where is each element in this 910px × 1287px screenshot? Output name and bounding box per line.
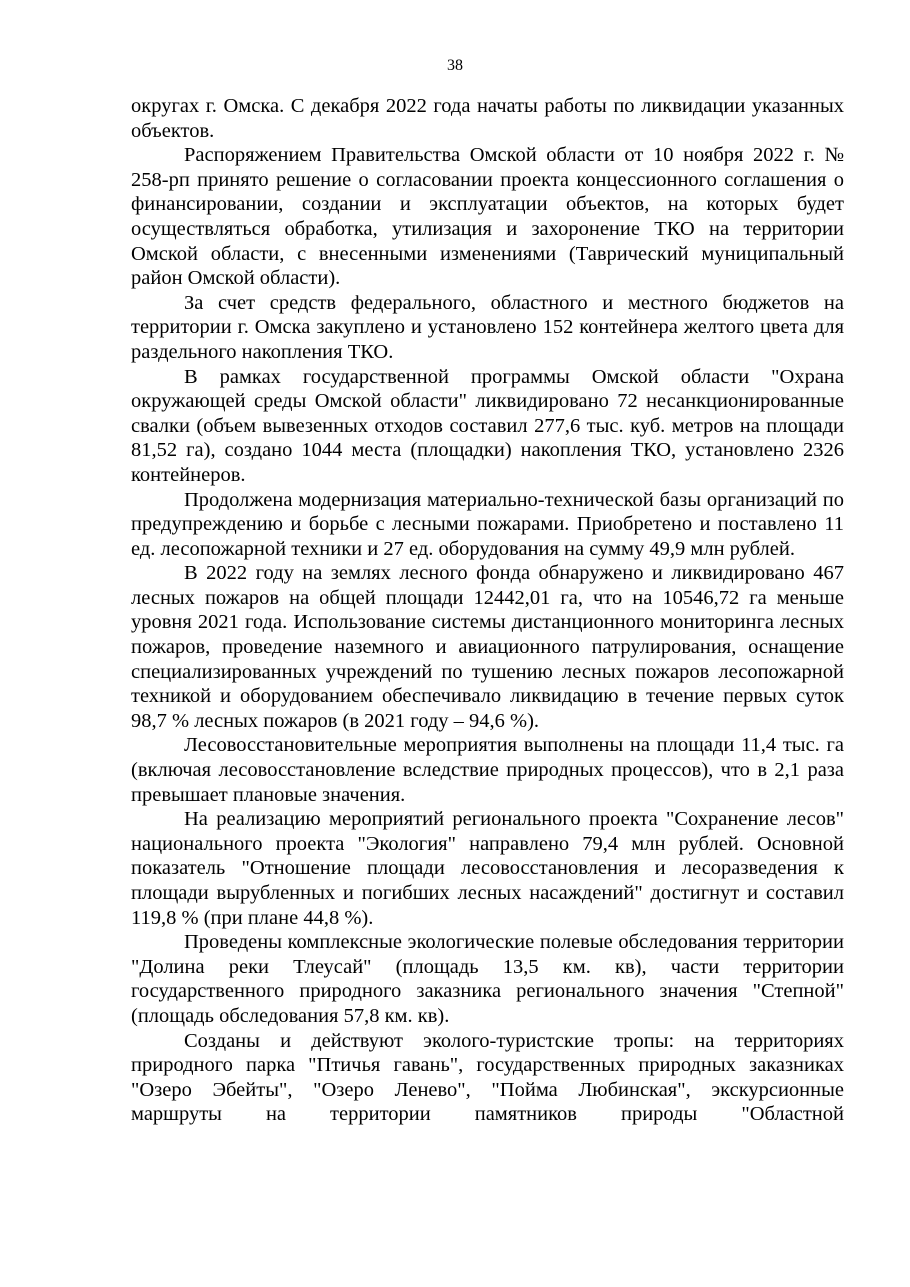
paragraph: Распоряжением Правительства Омской области от 10 ноября 2022 г. № 258-рп принято решение о согласовании проекта концессионного соглашения о финансировании, создании и эксплуатации объектов, на которых будет осуществляться обработка, утилизация и захоронение ТКО на территории Омской области, с внесенными изменениями (Таврический муниципальный район Омской области). [131, 144, 844, 290]
paragraph: Продолжена модернизация материально-технической базы организаций по предупреждению и борьбе с лесными пожарами. Приобретено и поставлено 11 ед. лесопожарной техники и 27 ед. оборудования на сумму 49,9 млн рублей. [131, 488, 844, 560]
paragraph: На реализацию мероприятий регионального проекта "Сохранение лесов" национального проекта "Экология" направлено 79,4 млн рублей. Основной показатель "Отношение площади лесовосстановления и лесоразведения к площади вырубленных и погибших лесных насаждений" достигнут и составил 119,8 % (при плане 44,8 %). [131, 808, 844, 929]
paragraph: За счет средств федерального, областного и местного бюджетов на территории г. Омска закуплено и установлено 152 контейнера желтого цвета для раздельного накопления ТКО. [131, 291, 844, 363]
paragraph-continued: округах г. Омска. С декабря 2022 года начаты работы по ликвидации указанных объектов. [131, 95, 844, 142]
paragraph: Лесовосстановительные мероприятия выполнены на площади 11,4 тыс. га (включая лесовосстановление вследствие природных процессов), что в 2,1 раза превышает плановые значения. [131, 734, 844, 806]
paragraph: Проведены комплексные экологические полевые обследования территории "Долина реки Тлеусай" (площадь 13,5 км. кв), части территории государственного природного заказника регионального значения "Степной" (площадь обследования 57,8 км. кв). [131, 931, 844, 1027]
document-body [131, 94, 844, 1127]
paragraph: В рамках государственной программы Омской области "Охрана окружающей среды Омской области" ликвидировано 72 несанкционированные свалки (объем вывезенных отходов составил 277,6 тыс. куб. метров на площади 81,52 га), создано 1044 места (площадки) накопления ТКО, установлено 2326 контейнеров. [131, 365, 844, 486]
paragraph-continues-next-page: Созданы и действуют эколого-туристские тропы: на территориях природного парка "Птичья гавань", государственных природных заказниках "Озеро Эбейты", "Озеро Ленево", "Пойма Любинская", экскурсионные маршруты на территории памятников природы "Областной [131, 1029, 844, 1126]
page-number: 38 [447, 57, 463, 74]
paragraph: В 2022 году на землях лесного фонда обнаружено и ликвидировано 467 лесных пожаров на общей площади 12442,01 га, что на 10546,72 га меньше уровня 2021 года. Использование системы дистанционного мониторинга лесных пожаров, проведение наземного и авиационного патрулирования, оснащение специализированных учреждений по тушению лесных пожаров лесопожарной техникой и оборудованием обеспечивало ликвидацию в течение первых суток 98,7 % лесных пожаров (в 2021 году – 94,6 %). [131, 562, 844, 732]
